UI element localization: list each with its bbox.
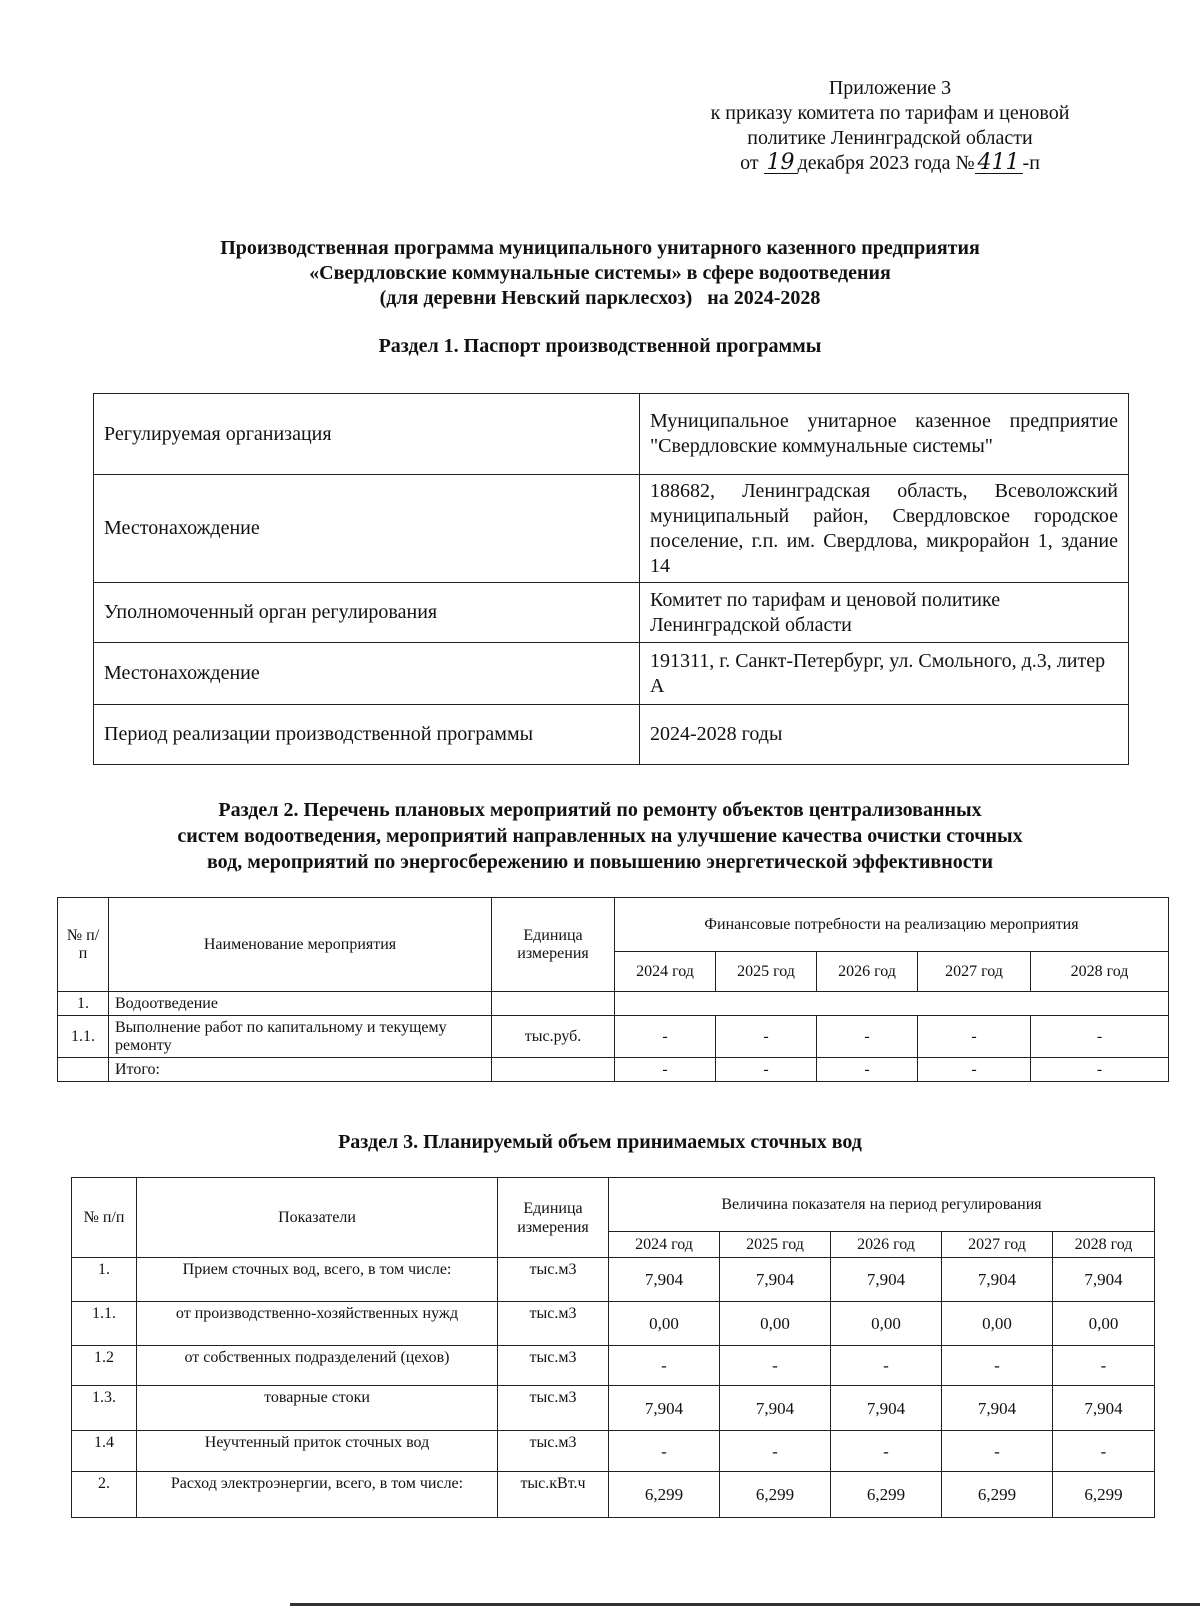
value-cell: -: [942, 1346, 1053, 1386]
row-name: от производственно-хозяйственных нужд: [137, 1302, 498, 1346]
value-cell: 7,904: [720, 1386, 831, 1431]
passport-key: Период реализации производственной программы: [94, 705, 640, 765]
table-row: [72, 1346, 1155, 1386]
value-cell: -: [615, 1016, 716, 1058]
value-cell: -: [817, 1058, 918, 1082]
title-line-2: «Свердловские коммунальные системы» в сфере водоотведения: [309, 262, 891, 284]
order-number-handwritten: 411: [975, 153, 1023, 174]
row-num: 1.3.: [72, 1386, 137, 1431]
value-cell: -: [817, 1016, 918, 1058]
section-2-title-line-3: вод, мероприятий по энергосбережению и повышению энергетической эффективности: [207, 851, 993, 873]
row-num: 1.1.: [72, 1302, 137, 1346]
row-num: [58, 1058, 109, 1082]
value-cell: 0,00: [831, 1302, 942, 1346]
passport-key: Местонахождение: [94, 643, 640, 705]
section-1-title: Раздел 1. Паспорт производственной программы: [378, 335, 822, 357]
value-cell: -: [1053, 1346, 1155, 1386]
value-cell: -: [918, 1058, 1031, 1082]
value-cell: -: [1031, 1058, 1169, 1082]
table-row: [72, 1302, 1155, 1346]
title-line-1: Производственная программа муниципального унитарного казенного предприятия: [220, 237, 980, 259]
row-unit: тыс.м3: [498, 1302, 609, 1346]
col-header-name: Наименование мероприятия: [109, 898, 492, 992]
year-header: 2024 год: [609, 1232, 720, 1258]
section-3-title: Раздел 3. Планируемый объем принимаемых сточных вод: [338, 1131, 862, 1153]
table-row: [58, 992, 1169, 1016]
value-cell: 0,00: [720, 1302, 831, 1346]
col-header-unit: Единица измерения: [492, 898, 615, 992]
appendix-line-1: Приложение 3: [828, 77, 952, 99]
year-header: 2028 год: [1053, 1232, 1155, 1258]
value-cell: 7,904: [942, 1258, 1053, 1302]
row-num: 1.2: [72, 1346, 137, 1386]
value-cell: 6,299: [942, 1472, 1053, 1518]
row-unit: тыс.руб.: [492, 1016, 615, 1058]
value-cell: -: [609, 1431, 720, 1472]
date-suffix: -п: [1022, 152, 1040, 174]
appendix-line-2: к приказу комитета по тарифам и ценовой: [710, 102, 1070, 124]
section-2-title: [60, 797, 1140, 875]
year-header: 2026 год: [817, 952, 918, 992]
volume-table: [71, 1177, 1155, 1518]
col-header-num: № п/п: [58, 898, 109, 992]
row-unit: [492, 1058, 615, 1082]
table-row: [58, 1058, 1169, 1082]
value-cell: -: [615, 1058, 716, 1082]
row-unit: [492, 992, 615, 1016]
col-header-name: Показатели: [137, 1178, 498, 1258]
value-cell: 7,904: [609, 1386, 720, 1431]
value-cell: -: [918, 1016, 1031, 1058]
row-values-empty: [615, 992, 1169, 1016]
value-cell: 6,299: [831, 1472, 942, 1518]
passport-key: Уполномоченный орган регулирования: [94, 583, 640, 643]
table-row: [94, 643, 1129, 705]
value-cell: 7,904: [720, 1258, 831, 1302]
year-header: 2028 год: [1031, 952, 1169, 992]
row-unit: тыс.м3: [498, 1346, 609, 1386]
value-cell: 6,299: [720, 1472, 831, 1518]
passport-value: Комитет по тарифам и ценовой политике Ленинградской области: [640, 583, 1129, 643]
table-row: [94, 475, 1129, 583]
row-num: 1.4: [72, 1431, 137, 1472]
passport-value: 188682, Ленинградская область, Всеволожский муниципальный район, Свердловское городское поселение, г.п. им. Свердлова, микрорайон 1, здание 14: [640, 475, 1129, 583]
date-day-handwritten: 19: [764, 153, 798, 174]
row-num: 2.: [72, 1472, 137, 1518]
year-header: 2027 год: [942, 1232, 1053, 1258]
value-cell: -: [1031, 1016, 1169, 1058]
row-unit: тыс.кВт.ч: [498, 1472, 609, 1518]
value-cell: -: [716, 1016, 817, 1058]
passport-table: [93, 393, 1129, 765]
value-cell: 0,00: [1053, 1302, 1155, 1346]
title-line-3: (для деревни Невский парклесхоз) на 2024-2028: [379, 287, 821, 309]
passport-value: Муниципальное унитарное казенное предприятие "Свердловские коммунальные системы": [640, 394, 1129, 475]
passport-value: 2024-2028 годы: [640, 705, 1129, 765]
value-cell: 7,904: [942, 1386, 1053, 1431]
row-name: Прием сточных вод, всего, в том числе:: [137, 1258, 498, 1302]
appendix-date-line: [655, 151, 1125, 176]
row-name: Водоотведение: [109, 992, 492, 1016]
value-cell: -: [831, 1346, 942, 1386]
scan-edge-divider: [290, 1603, 1200, 1606]
table-row: [72, 1258, 1155, 1302]
table-row: [94, 583, 1129, 643]
col-header-num: № п/п: [72, 1178, 137, 1258]
value-cell: 7,904: [831, 1258, 942, 1302]
row-num: 1.: [72, 1258, 137, 1302]
table-row: [94, 394, 1129, 475]
section-2-title-line-1: Раздел 2. Перечень плановых мероприятий по ремонту объектов централизованных: [218, 799, 982, 821]
table-row: [72, 1431, 1155, 1472]
value-cell: -: [942, 1431, 1053, 1472]
value-cell: -: [720, 1346, 831, 1386]
row-num: 1.1.: [58, 1016, 109, 1058]
row-name: Неучтенный приток сточных вод: [137, 1431, 498, 1472]
value-cell: 7,904: [1053, 1258, 1155, 1302]
passport-value: 191311, г. Санкт-Петербург, ул. Смольного, д.3, литер А: [640, 643, 1129, 705]
col-header-unit: Единица измерения: [498, 1178, 609, 1258]
year-header: 2027 год: [918, 952, 1031, 992]
date-prefix: от: [740, 152, 759, 174]
passport-key: Регулируемая организация: [94, 394, 640, 475]
row-name: Итого:: [109, 1058, 492, 1082]
row-unit: тыс.м3: [498, 1431, 609, 1472]
row-name: товарные стоки: [137, 1386, 498, 1431]
table-row: [72, 1386, 1155, 1431]
table-header-row: [72, 1178, 1155, 1232]
row-num: 1.: [58, 992, 109, 1016]
plan-table: [57, 897, 1169, 1082]
value-cell: -: [609, 1346, 720, 1386]
appendix-header: [655, 76, 1125, 176]
value-cell: -: [831, 1431, 942, 1472]
value-cell: 0,00: [609, 1302, 720, 1346]
section-2-title-line-2: систем водоотведения, мероприятий направленных на улучшение качества очистки сточных: [177, 825, 1023, 847]
appendix-line-3: политике Ленинградской области: [747, 127, 1033, 149]
row-name: Расход электроэнергии, всего, в том числе:: [137, 1472, 498, 1518]
value-cell: -: [720, 1431, 831, 1472]
row-name: от собственных подразделений (цехов): [137, 1346, 498, 1386]
value-cell: 7,904: [609, 1258, 720, 1302]
value-cell: 0,00: [942, 1302, 1053, 1346]
value-cell: 7,904: [831, 1386, 942, 1431]
table-row: [72, 1472, 1155, 1518]
value-cell: 6,299: [609, 1472, 720, 1518]
passport-key: Местонахождение: [94, 475, 640, 583]
table-header-row: [58, 898, 1169, 952]
row-unit: тыс.м3: [498, 1258, 609, 1302]
value-cell: -: [716, 1058, 817, 1082]
document-title: [100, 236, 1100, 311]
date-middle: декабря 2023 года №: [797, 152, 975, 174]
value-cell: 7,904: [1053, 1386, 1155, 1431]
year-header: 2024 год: [615, 952, 716, 992]
value-cell: 6,299: [1053, 1472, 1155, 1518]
col-header-finance: Финансовые потребности на реализацию мероприятия: [615, 898, 1169, 952]
row-name: Выполнение работ по капитальному и текущему ремонту: [109, 1016, 492, 1058]
row-unit: тыс.м3: [498, 1386, 609, 1431]
year-header: 2025 год: [720, 1232, 831, 1258]
table-row: [58, 1016, 1169, 1058]
year-header: 2026 год: [831, 1232, 942, 1258]
year-header: 2025 год: [716, 952, 817, 992]
table-row: [94, 705, 1129, 765]
value-cell: -: [1053, 1431, 1155, 1472]
col-header-period: Величина показателя на период регулирования: [609, 1178, 1155, 1232]
